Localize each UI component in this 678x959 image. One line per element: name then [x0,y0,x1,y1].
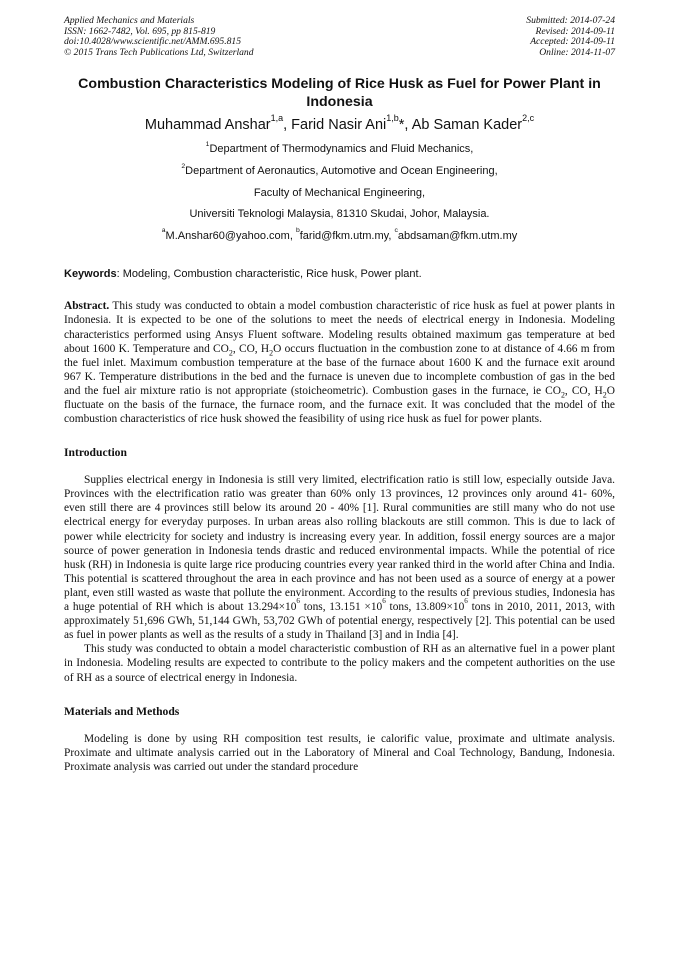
email-line: $^a$M.Anshar60@yahoo.com, $^b$farid@fkm.utm.my, $^c$abdsaman@fkm.utm.my [161,227,518,242]
author-name: Muhammad Anshar [144,117,271,134]
paper-page [64,16,615,774]
email-link[interactable]: farid@fkm.utm.my [299,229,389,242]
affiliation-text: Department of Aeronautics, Automotive and Ocean Engineering, [185,164,498,177]
subscript: 2 [560,390,565,400]
journal-header [64,16,615,58]
section-heading-introduction: Introduction [64,446,127,460]
affiliation-line: Faculty of Mechanical Engineering, [253,186,426,199]
paragraph-text: tons in 2010, 2011, 2013, with approximately 51,696 GWh, 51,144 GWh, 53,702 GWh of potential energy, respectively [2]. This potential can be used as fuel in power plants as well as the results of a study in Thailand [3] and in India [4]. [64,601,615,642]
author-separator: , [404,117,412,134]
date-revised: Revised: 2014-09-11 [535,25,615,37]
section-heading-methods: Materials and Methods [64,704,180,718]
affiliation-line: Universiti Teknologi Malaysia, 81310 Skudai, Johor, Malaysia. [189,208,490,221]
journal-name: Applied Mechanics and Materials [64,15,195,26]
author-name: Farid Nasir Ani [291,117,387,134]
date-accepted: Accepted: 2014-09-11 [530,36,615,48]
affiliation-sup: 1 [205,141,210,149]
abstract-text: This study was conducted to obtain a model combustion characteristic of rice husk as fuel at power plants in Indonesia. It is expected to be one of the solutions to meet the needs of electrical energy in Indonesia. Modeling characteristics performed using Ansys Fluent software. Modeling results obtained maximum gas temperature at bed about 1600 K. Temperature and CO [64,300,615,355]
subscript: 2 [602,390,607,400]
subscript: 2 [228,347,233,357]
paragraph: Modeling is done by using RH composition test results, ie calorific value, proximate and ultimate analysis. Proximate and ultimate analysis carried out in the Laboratory of Mineral and Coal Technology, Bandung, Indonesia. Proximate analysis was carried out under the standard procedure [64,732,615,773]
paragraph-text: tons, 13.151 ×10 [299,601,383,614]
email-sup: b [295,227,300,235]
author-sup: 2,c [522,113,535,124]
superscript: 6 [296,597,300,606]
author-sup: 1,a [270,113,284,124]
email-link[interactable]: abdsaman@fkm.utm.my [397,229,518,242]
methods-section [64,732,615,774]
paragraph-text: tons, 13.809×10 [385,601,465,614]
paragraph [64,473,615,642]
paragraph-text: Supplies electrical energy in Indonesia is still very limited, electrification ratio is still low, especially outside Java. Provinces with the electrification ratio was greater than 60% only 13 provinces, 12 provinces only around 41- 60%, even still there are 4 provinces still below its around 20 - 40% [1]. Rural communities are still many who do not use electrical energy for everyday purposes. In urban areas also rolling blackouts are still common. This is due to lack of power while electricity for society and industry is increasing every year. In addition, fossil energy sources are a major source of power generation in Indonesia tends drastic and reduced environmental impacts. While the potential of rice husk (RH) in Indonesia is quite large rice producing countries every year ranked third in the world after China and India. This potential is scattered throughout the area in each province and has not been used as a source of energy at a power plant, even still wasted as waste that pollute the environment. According to the results of previous studies, Indonesia has a huge potential of RH which is about 13.294×10 [64,474,615,614]
subscript: 2 [269,347,274,357]
superscript: 6 [382,597,386,606]
author-sup: 1,b [386,113,399,124]
affiliation-line [64,161,615,183]
date-online: Online: 2014-11-07 [539,46,615,58]
abstract-text: , CO, H [564,384,603,397]
author-list [64,115,615,135]
journal-info [64,16,254,58]
abstract-label: Abstract. [64,300,110,313]
journal-doi: doi:10.4028/www.scientific.net/AMM.695.815 [64,36,242,48]
keywords-label: Keywords [64,268,117,281]
journal-copyright: © 2015 Trans Tech Publications Ltd, Switzerland [64,46,254,58]
affiliation-line [64,139,615,161]
date-submitted: Submitted: 2014-07-24 [526,15,615,26]
author-separator: , [283,117,292,134]
abstract-text: , CO, H [232,342,270,355]
keywords [64,267,615,281]
corresponding-mark: * [398,117,405,134]
introduction-section [64,473,615,684]
author-name: Ab Saman Kader [411,117,523,134]
abstract-text: O occurs fluctuation in the combustion zone to at distance of 4.66 m from the fuel inlet. Maximum combustion temperature at the base of the furnace about 1600 K and the furnace exit around 967 K. Temperature distributions in the bed and the furnace is uneven due to incomplete combustion of gas in the bed and the fuel air mixture ratio is not appropriate (stoicheometric). Combustion gases in the furnace, ie CO [64,342,615,397]
affiliation-sup: 2 [181,162,186,170]
email-sup: c [394,227,398,235]
affiliation-text: Department of Thermodynamics and Fluid Mechanics, [209,143,474,156]
keywords-text: : Modeling, Combustion characteristic, Rice husk, Power plant. [116,268,422,281]
abstract [64,299,615,426]
paper-title: Combustion Characteristics Modeling of Rice Husk as Fuel for Power Plant in Indonesia [78,76,601,111]
affiliations [64,139,615,247]
superscript: 6 [464,597,468,606]
email-link[interactable]: M.Anshar60@yahoo.com [165,229,290,242]
abstract-text: O fluctuate on the basis of the furnace, the furnace room, and the furnace exit. It was concluded that the model of the combustion characteristics of rice husk showed the feasibility of using rice husk as fuel for power plants. [64,384,615,426]
email-sup: a [161,227,166,235]
journal-issn: ISSN: 1662-7482, Vol. 695, pp 815-819 [64,25,216,37]
paragraph: This study was conducted to obtain a model characteristic combustion of RH as an alternative fuel in a power plant in Indonesia. Modeling results are expected to contribute to the policy makers and the competent authorities on the use of RH as a source of electrical energy in Indonesia. [64,643,615,684]
publication-dates [526,16,615,58]
